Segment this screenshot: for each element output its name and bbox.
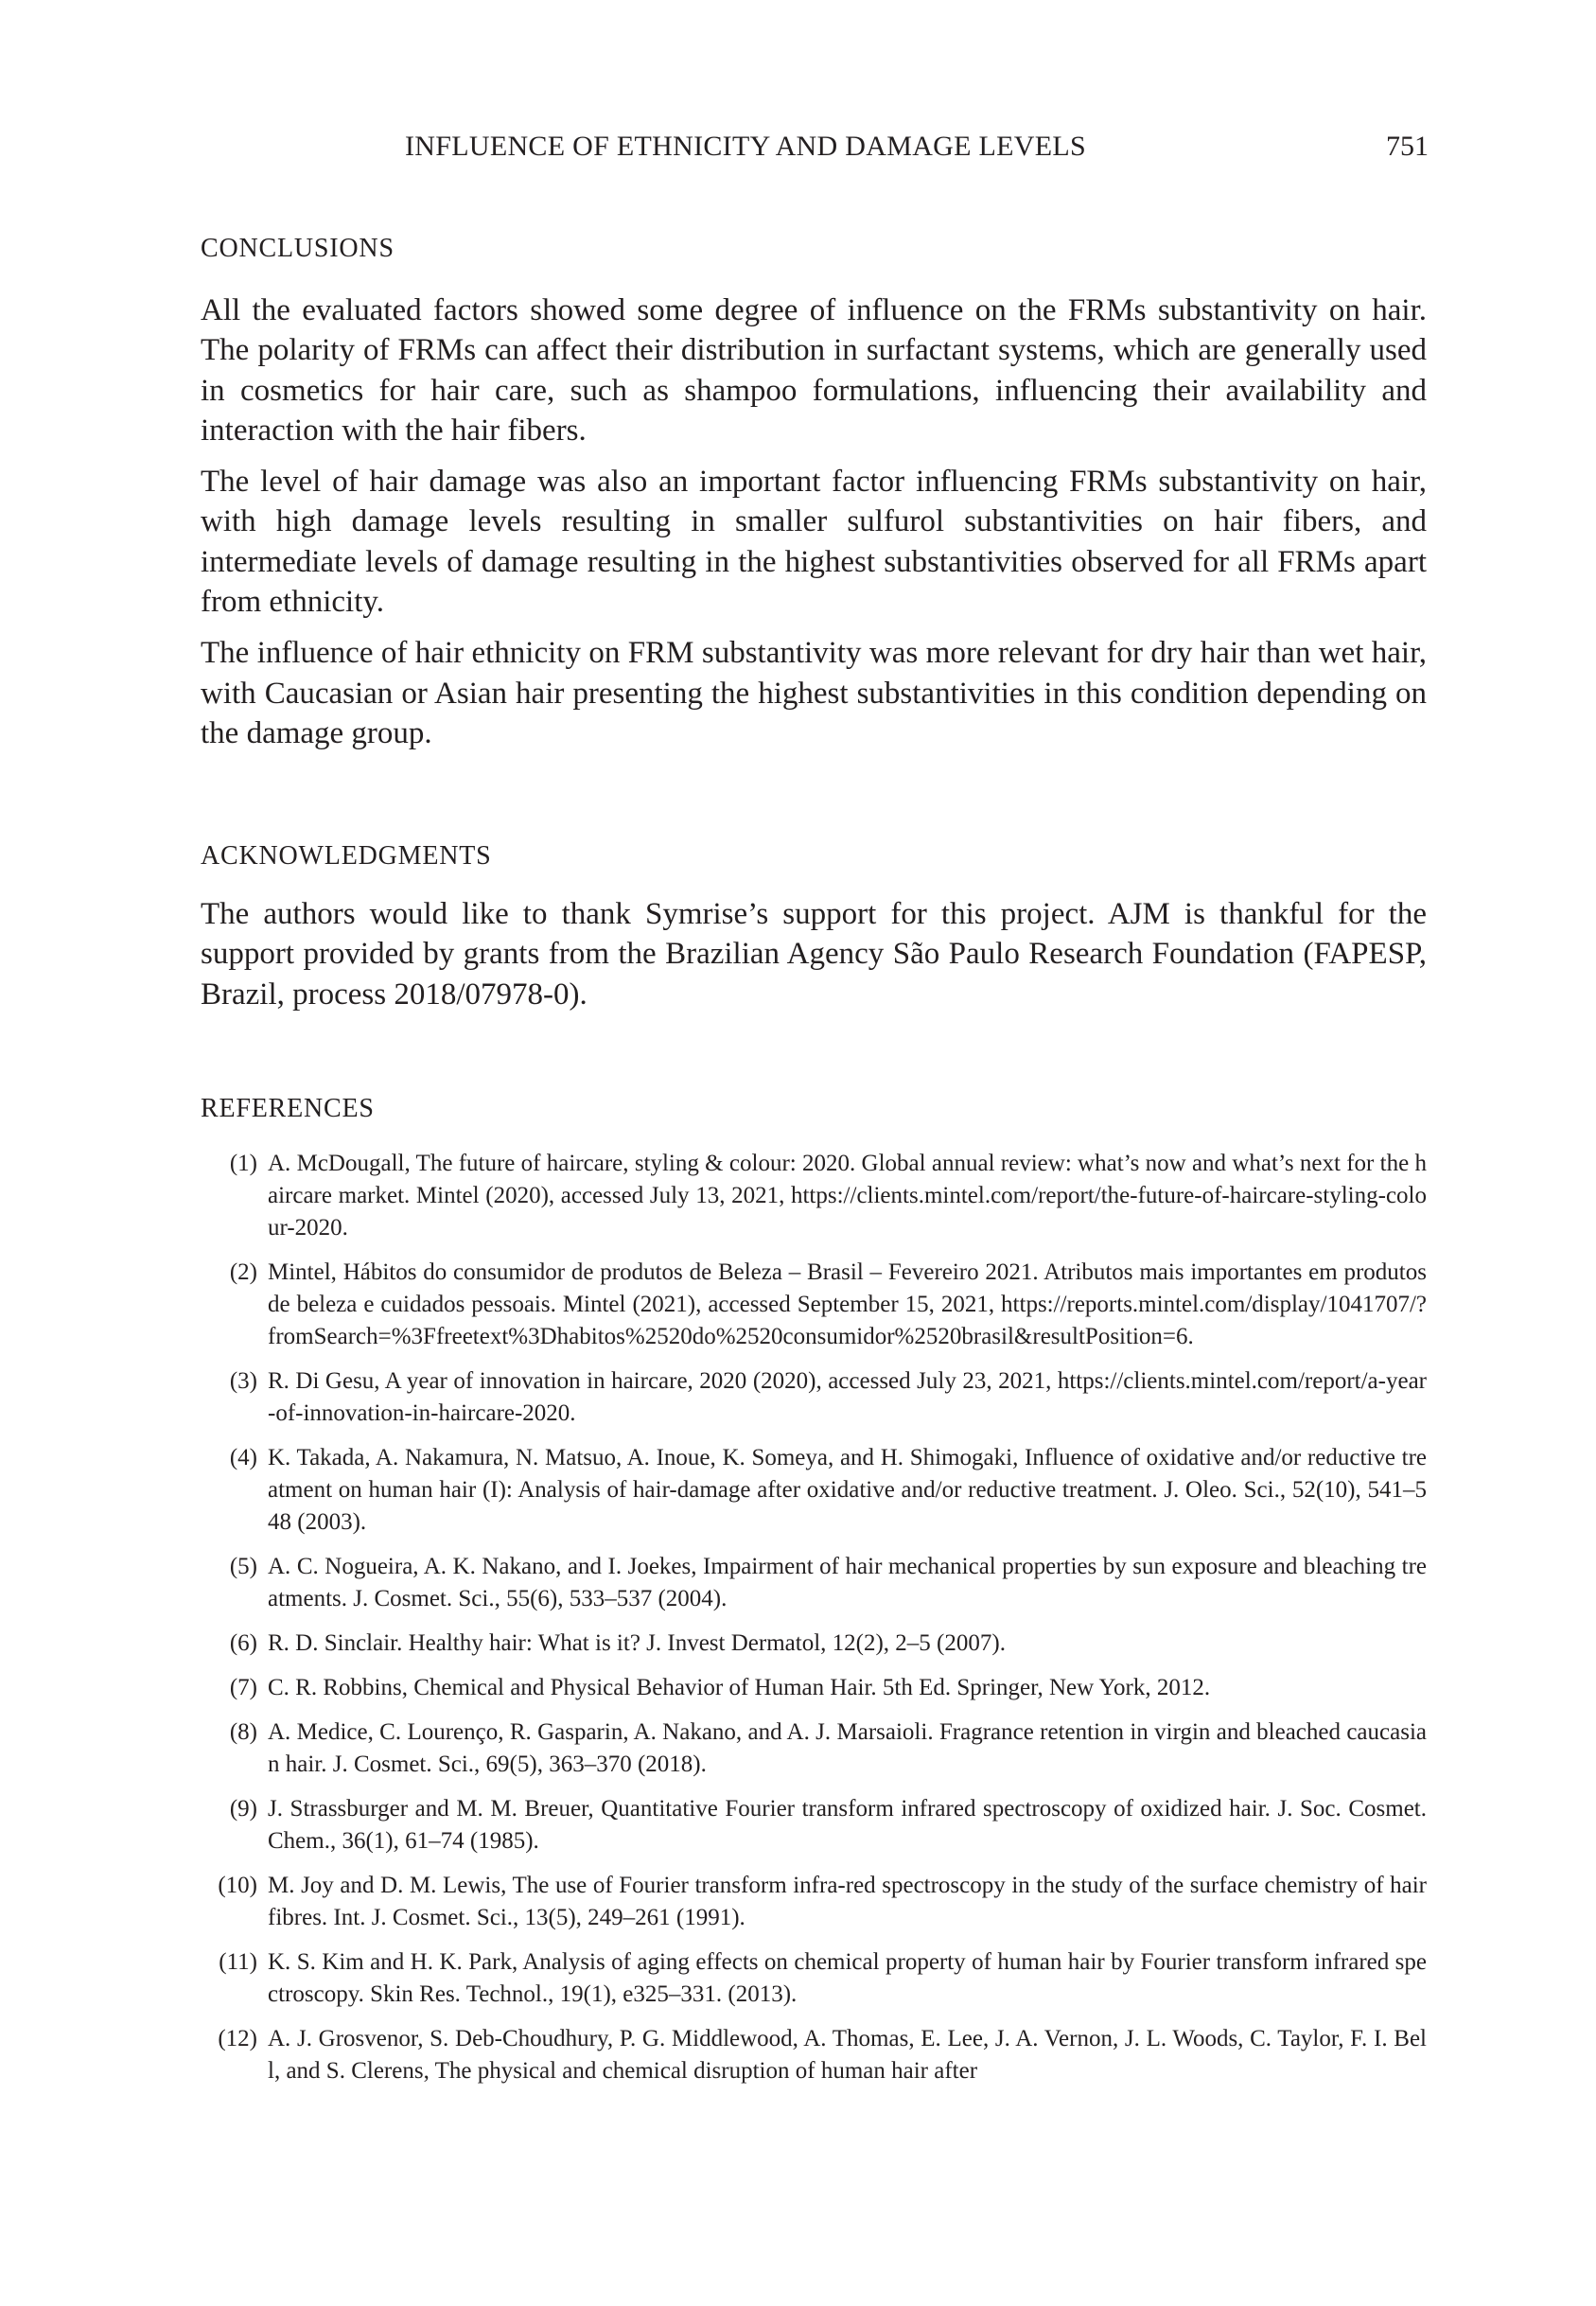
reference-item <box>199 1672 1427 1704</box>
acknowledgments-body <box>201 894 1427 1026</box>
reference-item <box>199 1551 1427 1615</box>
reference-text: A. J. Grosvenor, S. Deb-Choudhury, P. G. Middlewood, A. Thomas, E. Lee, J. A. Vernon, J. L. Woods, C. Taylor, F. I. Bell, and S. Clerens, The physical and chemical disruption of human hair after <box>268 2026 1427 2084</box>
reference-item <box>199 2023 1427 2087</box>
references-heading: REFERENCES <box>201 1094 375 1123</box>
reference-number: (6) <box>229 1630 257 1656</box>
reference-number: (10) <box>218 1873 257 1898</box>
reference-number: (9) <box>229 1796 257 1822</box>
reference-number: (4) <box>229 1445 257 1470</box>
reference-text: K. Takada, A. Nakamura, N. Matsuo, A. Inoue, K. Someya, and H. Shimogaki, Influence of oxidative and/or reductive treatment on human hair (I): Analysis of hair-damage after oxidative and/or reductive treatment. J. Oleo. Sci., 52(10), 541–548 (2003). <box>268 1445 1427 1535</box>
conclusions-paragraph: All the evaluated factors showed some degree of influence on the FRMs substantivity on hair. The polarity of FRMs can affect their distribution in surfactant systems, which are generally used in cosmetics for hair care, such as shampoo formulations, influencing their availability and interaction with the hair fibers. <box>201 293 1427 448</box>
reference-list <box>199 1148 1427 2100</box>
reference-item <box>199 1257 1427 1353</box>
conclusions-body <box>201 290 1427 765</box>
reference-text: M. Joy and D. M. Lewis, The use of Fourier transform infra-red spectroscopy in the study of the surface chemistry of hair fibres. Int. J. Cosmet. Sci., 13(5), 249–261 (1991). <box>268 1873 1427 1930</box>
reference-item <box>199 1793 1427 1857</box>
reference-text: J. Strassburger and M. M. Breuer, Quantitative Fourier transform infrared spectroscopy of oxidized hair. J. Soc. Cosmet. Chem., 36(1), 61–74 (1985). <box>268 1796 1427 1854</box>
reference-item <box>199 1365 1427 1430</box>
reference-number: (5) <box>229 1554 257 1579</box>
reference-number: (3) <box>229 1368 257 1394</box>
reference-number: (2) <box>229 1259 257 1285</box>
reference-item <box>199 1628 1427 1660</box>
conclusions-heading: CONCLUSIONS <box>201 234 395 263</box>
reference-text: A. C. Nogueira, A. K. Nakano, and I. Joekes, Impairment of hair mechanical properties by sun exposure and bleaching treatments. J. Cosmet. Sci., 55(6), 533–537 (2004). <box>268 1554 1427 1611</box>
reference-number: (1) <box>229 1151 257 1176</box>
reference-number: (11) <box>219 1949 257 1975</box>
reference-text: C. R. Robbins, Chemical and Physical Behavior of Human Hair. 5th Ed. Springer, New York, 2012. <box>268 1675 1211 1700</box>
reference-item <box>199 1148 1427 1244</box>
reference-text: R. Di Gesu, A year of innovation in haircare, 2020 (2020), accessed July 23, 2021, https://clients.mintel.com/report/a-year-of-innovation-in-haircare-2020. <box>268 1368 1427 1426</box>
reference-item <box>199 1716 1427 1781</box>
reference-item <box>199 1442 1427 1539</box>
reference-text: A. McDougall, The future of haircare, styling & colour: 2020. Global annual review: what’s now and what’s next for the haircare market. Mintel (2020), accessed July 13, 2021, https://clients.mintel.com/report/the-future-of-haircare-styling-colour-2020. <box>268 1151 1427 1241</box>
reference-number: (7) <box>229 1675 257 1700</box>
conclusions-paragraph: The level of hair damage was also an important factor influencing FRMs substantivity on hair, with high damage levels resulting in smaller sulfurol substantivities on hair fibers, and intermediate levels of damage resulting in the highest substantivities observed for all FRMs apart from ethnicity. <box>201 465 1427 620</box>
reference-item <box>199 1870 1427 1934</box>
acknowledgments-heading: ACKNOWLEDGMENTS <box>201 841 492 871</box>
conclusions-paragraph: The influence of hair ethnicity on FRM substantivity was more relevant for dry hair than wet hair, with Caucasian or Asian hair presenting the highest substantivities in this condition depending on the damage group. <box>201 636 1427 750</box>
reference-text: R. D. Sinclair. Healthy hair: What is it? J. Invest Dermatol, 12(2), 2–5 (2007). <box>268 1630 1006 1656</box>
reference-number: (8) <box>229 1719 257 1745</box>
reference-text: A. Medice, C. Lourenço, R. Gasparin, A. Nakano, and A. J. Marsaioli. Fragrance retention in virgin and bleached caucasian hair. J. Cosmet. Sci., 69(5), 363–370 (2018). <box>268 1719 1427 1777</box>
reference-text: K. S. Kim and H. K. Park, Analysis of aging effects on chemical property of human hair by Fourier transform infrared spectroscopy. Skin Res. Technol., 19(1), e325–331. (2013). <box>268 1949 1427 2007</box>
reference-number: (12) <box>218 2026 257 2051</box>
reference-text: Mintel, Hábitos do consumidor de produtos de Beleza – Brasil – Fevereiro 2021. Atributos mais importantes em produtos de beleza e cuidados pessoais. Mintel (2021), accessed September 15, 2021, https://reports.mintel.com/display/1041707/?fromSearch=%3Ffreetext%3Dhabitos%2520do%2520consumidor%2520brasil&resultPosition=6. <box>268 1259 1427 1349</box>
reference-item <box>199 1946 1427 2011</box>
page-number: 751 <box>1386 131 1429 162</box>
running-title: INFLUENCE OF ETHNICITY AND DAMAGE LEVELS <box>405 131 1087 162</box>
acknowledgments-paragraph: The authors would like to thank Symrise’s support for this project. AJM is thankful for the support provided by grants from the Brazilian Agency São Paulo Research Foundation (FAPESP, Brazil, process 2018/07978-0). <box>201 897 1427 1012</box>
